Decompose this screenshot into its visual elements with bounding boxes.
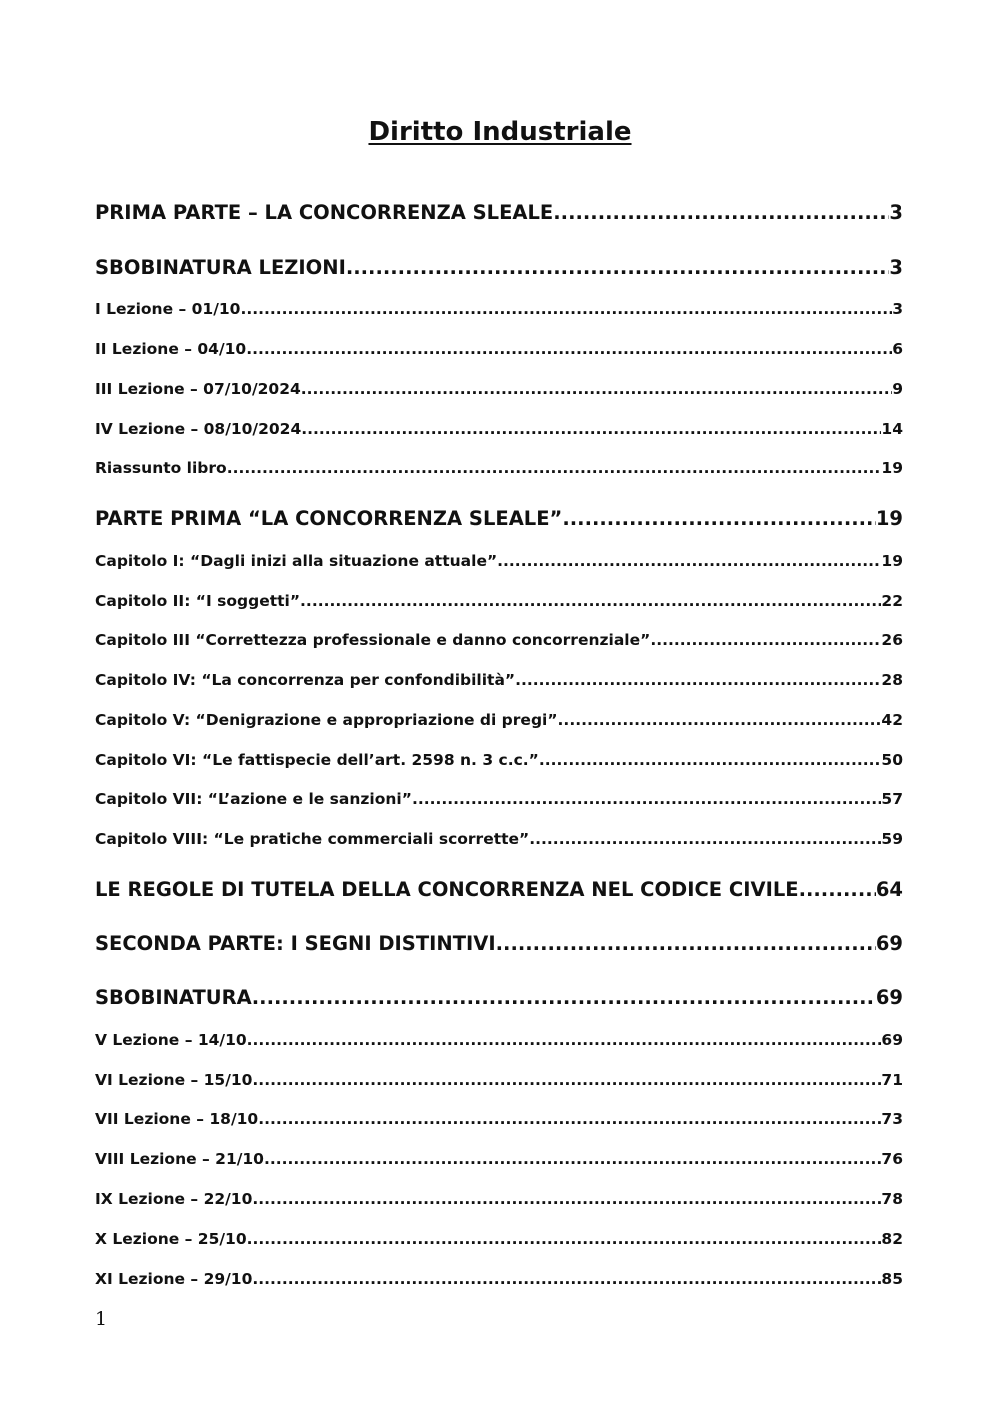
- toc-entry-page: 3: [889, 201, 903, 224]
- toc-entry[interactable]: [95, 592, 903, 614]
- toc-dot-leader: [246, 340, 892, 358]
- toc-entry[interactable]: [95, 932, 903, 960]
- toc-entry[interactable]: [95, 1230, 903, 1252]
- toc-dot-leader: [562, 507, 876, 530]
- toc-entry[interactable]: [95, 256, 903, 284]
- toc-entry-page: 85: [881, 1270, 903, 1288]
- toc-entry-title: VIII Lezione – 21/10: [95, 1150, 264, 1168]
- toc-entry-page: 69: [875, 932, 903, 955]
- toc-entry-title: IV Lezione – 08/10/2024: [95, 420, 302, 438]
- toc-dot-leader: [301, 380, 892, 398]
- toc-dot-leader: [300, 592, 881, 610]
- toc-entry-page: 3: [889, 256, 903, 279]
- toc-entry-title: I Lezione – 01/10: [95, 300, 241, 318]
- toc-entry-title: IX Lezione – 22/10: [95, 1190, 253, 1208]
- toc-entry-title: Capitolo VII: “L’azione e le sanzioni”: [95, 790, 412, 808]
- toc-entry-title: XI Lezione – 29/10: [95, 1270, 253, 1288]
- toc-entry-page: 19: [881, 552, 903, 570]
- toc-entry-title: Capitolo II: “I soggetti”: [95, 592, 301, 610]
- toc-dot-leader: [252, 1071, 881, 1089]
- toc-entry-title: Capitolo III “Correttezza professionale e danno concorrenziale”: [95, 631, 651, 649]
- toc-dot-leader: [264, 1150, 881, 1168]
- toc-entry[interactable]: [95, 420, 903, 442]
- toc-entry[interactable]: [95, 878, 903, 906]
- toc-entry[interactable]: [95, 1071, 903, 1093]
- toc-dot-leader: [539, 751, 882, 769]
- toc-entry-page: 26: [881, 631, 903, 649]
- toc-entry-page: 3: [892, 300, 903, 318]
- toc-entry-page: 76: [881, 1150, 903, 1168]
- toc-entry-page: 6: [892, 340, 903, 358]
- toc-entry[interactable]: [95, 830, 903, 852]
- toc-entry-title: Capitolo VIII: “Le pratiche commerciali scorrette”: [95, 830, 530, 848]
- toc-entry-page: 50: [881, 751, 903, 769]
- toc-dot-leader: [799, 878, 876, 901]
- toc-entry-page: 59: [881, 830, 903, 848]
- toc-dot-leader: [247, 1031, 882, 1049]
- toc-entry-title: LE REGOLE DI TUTELA DELLA CONCORRENZA NEL CODICE CIVILE: [95, 878, 799, 901]
- toc-entry-title: SBOBINATURA LEZIONI: [95, 256, 346, 279]
- toc-entry[interactable]: [95, 790, 903, 812]
- toc-entry[interactable]: [95, 1150, 903, 1172]
- toc-entry-title: VI Lezione – 15/10: [95, 1071, 253, 1089]
- toc-entry[interactable]: [95, 201, 903, 229]
- toc-entry-page: 22: [881, 592, 903, 610]
- toc-dot-leader: [252, 1270, 881, 1288]
- toc-entry-page: 42: [881, 711, 903, 729]
- toc-entry-page: 82: [881, 1230, 903, 1248]
- toc-entry[interactable]: [95, 751, 903, 773]
- toc-entry[interactable]: [95, 459, 903, 481]
- toc-entry[interactable]: [95, 1031, 903, 1053]
- toc-entry-title: SECONDA PARTE: I SEGNI DISTINTIVI: [95, 932, 496, 955]
- toc-entry-page: 19: [875, 507, 903, 530]
- toc-entry-title: SBOBINATURA: [95, 986, 252, 1009]
- toc-dot-leader: [252, 986, 876, 1009]
- toc-entry-title: II Lezione – 04/10: [95, 340, 247, 358]
- toc-dot-leader: [515, 671, 881, 689]
- toc-dot-leader: [529, 830, 881, 848]
- toc-dot-leader: [558, 711, 882, 729]
- toc-dot-leader: [247, 1230, 882, 1248]
- toc-dot-leader: [496, 932, 876, 955]
- toc-dot-leader: [346, 256, 890, 279]
- toc-entry-title: Capitolo V: “Denigrazione e appropriazione di pregi”: [95, 711, 558, 729]
- toc-entry-title: Capitolo VI: “Le fattispecie dell’art. 2598 n. 3 c.c.”: [95, 751, 539, 769]
- toc-entry-title: PARTE PRIMA “LA CONCORRENZA SLEALE”: [95, 507, 563, 530]
- toc-entry-page: 71: [881, 1071, 903, 1089]
- toc-entry-title: Capitolo I: “Dagli inizi alla situazione attuale”: [95, 552, 498, 570]
- toc-entry[interactable]: [95, 631, 903, 653]
- toc-entry-title: VII Lezione – 18/10: [95, 1110, 259, 1128]
- toc-dot-leader: [240, 300, 892, 318]
- toc-entry[interactable]: [95, 1270, 903, 1292]
- toc-entry[interactable]: [95, 340, 903, 362]
- toc-entry[interactable]: [95, 507, 903, 535]
- toc-entry[interactable]: [95, 711, 903, 733]
- document-title-text: Diritto Industriale: [368, 117, 632, 147]
- toc-entry-page: 57: [881, 790, 903, 808]
- toc-dot-leader: [258, 1110, 881, 1128]
- toc-entry-page: 14: [881, 420, 903, 438]
- toc-entry-title: Capitolo IV: “La concorrenza per confondibilità”: [95, 671, 516, 689]
- toc-entry-title: V Lezione – 14/10: [95, 1031, 247, 1049]
- toc-entry-page: 19: [881, 459, 903, 477]
- toc-entry[interactable]: [95, 300, 903, 322]
- toc-entry[interactable]: [95, 1110, 903, 1132]
- toc-entry[interactable]: [95, 380, 903, 402]
- toc-entry-title: Riassunto libro: [95, 459, 227, 477]
- toc-entry-page: 28: [881, 671, 903, 689]
- page-number: 1: [95, 1308, 108, 1330]
- toc-entry-page: 9: [892, 380, 903, 398]
- toc-entry-title: X Lezione – 25/10: [95, 1230, 247, 1248]
- toc-entry[interactable]: [95, 552, 903, 574]
- toc-entry-page: 78: [881, 1190, 903, 1208]
- toc-entry-page: 64: [875, 878, 903, 901]
- toc-dot-leader: [301, 420, 881, 438]
- toc-dot-leader: [650, 631, 881, 649]
- document-title: [0, 117, 1000, 147]
- toc-dot-leader: [227, 459, 882, 477]
- toc-entry[interactable]: [95, 671, 903, 693]
- toc-dot-leader: [553, 201, 889, 224]
- toc-dot-leader: [412, 790, 881, 808]
- toc-dot-leader: [497, 552, 881, 570]
- toc-entry-title: PRIMA PARTE – LA CONCORRENZA SLEALE: [95, 201, 554, 224]
- toc-dot-leader: [252, 1190, 881, 1208]
- toc-entry-page: 73: [881, 1110, 903, 1128]
- toc-entry-page: 69: [881, 1031, 903, 1049]
- toc-entry[interactable]: [95, 1190, 903, 1212]
- toc-entry-page: 69: [875, 986, 903, 1009]
- toc-entry[interactable]: [95, 986, 903, 1014]
- toc-entry-title: III Lezione – 07/10/2024: [95, 380, 301, 398]
